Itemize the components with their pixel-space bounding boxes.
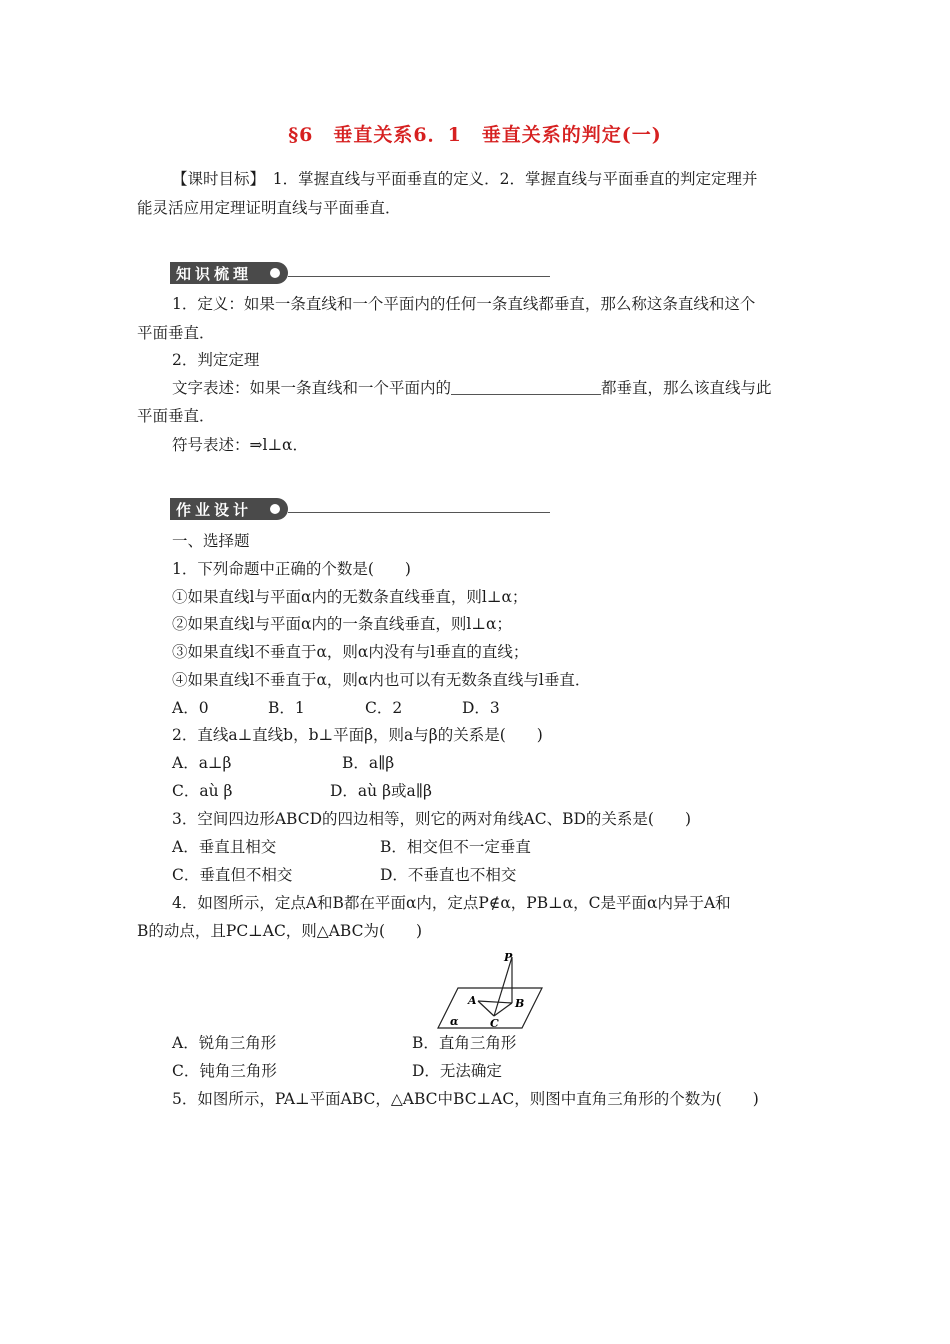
question-1-option: A．0 (172, 699, 209, 717)
question-1-option: B．1 (268, 699, 305, 717)
question-1-option: D．3 (462, 699, 500, 717)
theorem-text-line2: 平面垂直． (137, 407, 215, 425)
theorem-text-post: 都垂直，那么该直线与此 (601, 379, 772, 397)
label-p: P (504, 952, 513, 964)
question-1-item: ④如果直线l不垂直于α，则α内也可以有无数条直线与l垂直． (172, 671, 591, 689)
section-label: 作业设计 (176, 501, 253, 519)
question-2-option: C．aù β (172, 782, 233, 800)
plane-triangle-figure (436, 952, 548, 1034)
question-3-stem: 3．空间四边形ABCD的四边相等，则它的两对角线AC、BD的关系是( ) (172, 810, 691, 828)
question-4-stem-line1: 4．如图所示，定点A和B都在平面α内，定点P∉α，PB⊥α，C是平面α内异于A和 (172, 894, 731, 912)
section-rule (288, 512, 550, 513)
question-3-option: B．相交但不一定垂直 (380, 838, 531, 856)
question-1-option: C．2 (365, 699, 403, 717)
theorem-heading: 2．判定定理 (172, 351, 260, 369)
section-label: 知识梳理 (176, 265, 253, 283)
label-a: A (468, 994, 477, 1007)
label-alpha: α (450, 1015, 459, 1028)
question-5-stem: 5．如图所示，PA⊥平面ABC，△ABC中BC⊥AC，则图中直角三角形的个数为( ) (172, 1090, 759, 1108)
question-2-stem: 2．直线a⊥直线b，b⊥平面β，则a与β的关系是( ) (172, 726, 543, 744)
definition-line1: 1．定义：如果一条直线和一个平面内的任何一条直线都垂直，那么称这条直线和这个 (172, 295, 756, 313)
theorem-text-pre: 文字表述：如果一条直线和一个平面内的 (172, 379, 452, 397)
section-header-knowledge (170, 262, 550, 284)
section-rule (288, 276, 550, 277)
question-3-option: A．垂直且相交 (172, 838, 277, 856)
question-1-item: ②如果直线l与平面α内的一条直线垂直，则l⊥α； (172, 615, 512, 633)
question-2-option: B．a∥β (342, 754, 395, 772)
theorem-text (172, 377, 772, 399)
question-1-item: ③如果直线l不垂直于α，则α内没有与l垂直的直线； (172, 643, 529, 661)
lesson-goals-line1: 【课时目标】 1．掌握直线与平面垂直的定义．2．掌握直线与平面垂直的判定定理并 (172, 170, 758, 188)
label-b: B (515, 997, 525, 1010)
page-title: §6 垂直关系6．1 垂直关系的判定(一) (288, 124, 662, 146)
theorem-symbol: 符号表述：⇒l⊥α． (172, 436, 308, 454)
question-3-option: C．垂直但不相交 (172, 866, 293, 884)
question-3-option: D．不垂直也不相交 (380, 866, 517, 884)
question-4-option: A．锐角三角形 (172, 1034, 277, 1052)
question-1-stem: 1．下列命题中正确的个数是( ) (172, 560, 411, 578)
section-header-homework (170, 498, 550, 520)
question-4-stem-line2: B的动点，且PC⊥AC，则△ABC为( ) (137, 922, 423, 940)
question-2-option: D．aù β或a∥β (330, 782, 432, 800)
question-2-option: A．a⊥β (172, 754, 232, 772)
question-4-option: D．无法确定 (412, 1062, 502, 1080)
bullet-dot-icon (270, 504, 280, 514)
bullet-dot-icon (270, 268, 280, 278)
part-heading: 一、选择题 (172, 532, 250, 550)
question-1-item: ①如果直线l与平面α内的无数条直线垂直，则l⊥α； (172, 588, 528, 606)
lesson-goals-line2: 能灵活应用定理证明直线与平面垂直． (137, 199, 401, 217)
question-4-option: B．直角三角形 (412, 1034, 517, 1052)
definition-line2: 平面垂直． (137, 324, 215, 342)
fill-blank (451, 378, 601, 395)
question-4-option: C．钝角三角形 (172, 1062, 277, 1080)
label-c: C (490, 1017, 499, 1030)
